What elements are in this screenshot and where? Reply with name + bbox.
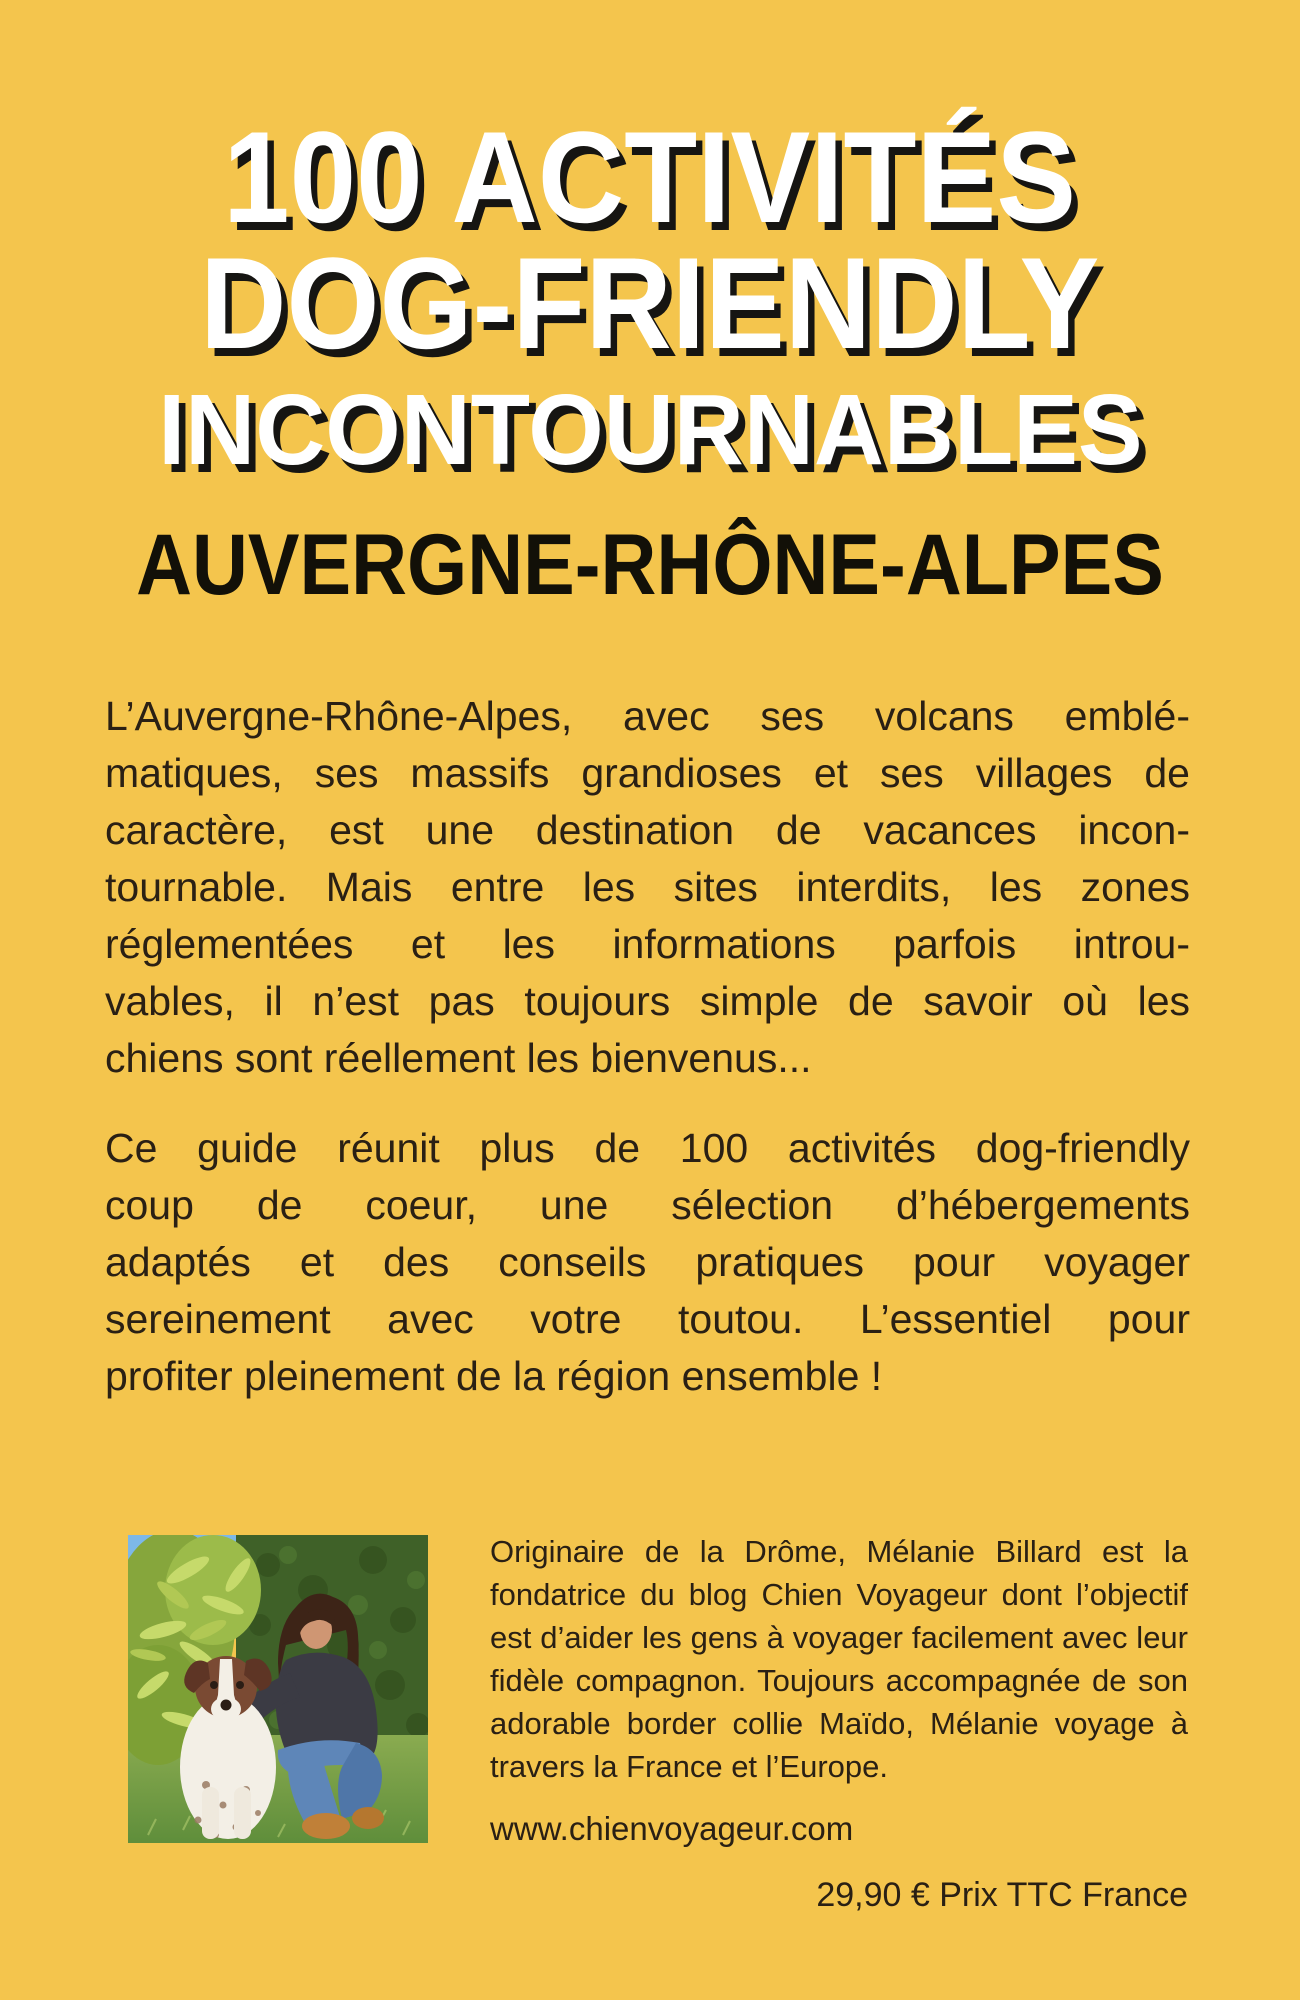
author-bio-line: est d’aider les gens à voyager facilement avec leur: [490, 1620, 1188, 1655]
synopsis-p1-line: L’Auvergne-Rhône-Alpes, avec ses volcans emblé-: [105, 693, 1190, 739]
synopsis-p1-line: vables, il n’est pas toujours simple de savoir où les: [105, 978, 1190, 1024]
photo-dog: [180, 1656, 276, 1839]
author-bio-line: fondatrice du blog Chien Voyageur dont l’objectif: [490, 1577, 1188, 1612]
synopsis-p1-line: tournable. Mais entre les sites interdits, les zones: [105, 864, 1190, 910]
title-line-2-text: DOG-FRIENDLY: [200, 230, 1100, 376]
title-line-3: [0, 374, 1300, 486]
synopsis-paragraph-1: [105, 688, 1190, 1087]
synopsis-p2-line: profiter pleinement de la région ensemble !: [105, 1353, 883, 1399]
synopsis-p1-line: réglementées et les informations parfois introu-: [105, 921, 1190, 967]
author-photo: [128, 1535, 428, 1843]
synopsis-p2-line: sereinement avec votre toutou. L’essentiel pour: [105, 1296, 1190, 1342]
title-line-2: [0, 230, 1300, 376]
synopsis-p1-line: matiques, ses massifs grandioses et ses villages de: [105, 750, 1190, 796]
author-bio-line: fidèle compagnon. Toujours accompagnée de son: [490, 1663, 1188, 1698]
title-line-1: [0, 104, 1300, 250]
synopsis-paragraph-2: [105, 1120, 1190, 1405]
region-subtitle: [0, 517, 1300, 613]
author-bio-line: travers la France et l’Europe.: [490, 1749, 889, 1784]
website-url: www.chienvoyageur.com: [490, 1810, 854, 1847]
region-subtitle-text: AUVERGNE-RHÔNE-ALPES: [136, 517, 1164, 613]
price-label: 29,90 € Prix TTC France: [816, 1876, 1188, 1914]
title-line-3-text: INCONTOURNABLES: [157, 374, 1143, 486]
title-line-1-text: 100 ACTIVITÉS: [223, 104, 1077, 250]
synopsis-p2-line: adaptés et des conseils pratiques pour voyager: [105, 1239, 1190, 1285]
author-bio-line: Originaire de la Drôme, Mélanie Billard est la: [490, 1534, 1188, 1569]
synopsis-p1-line: chiens sont réellement les bienvenus...: [105, 1035, 812, 1081]
synopsis-p1-line: caractère, est une destination de vacances incon-: [105, 807, 1190, 853]
author-bio-line: adorable border collie Maïdo, Mélanie voyage à: [490, 1706, 1188, 1741]
author-bio: [490, 1530, 1188, 1788]
synopsis-p2-line: Ce guide réunit plus de 100 activités dog-friendly: [105, 1125, 1190, 1171]
synopsis-p2-line: coup de coeur, une sélection d’hébergements: [105, 1182, 1190, 1228]
